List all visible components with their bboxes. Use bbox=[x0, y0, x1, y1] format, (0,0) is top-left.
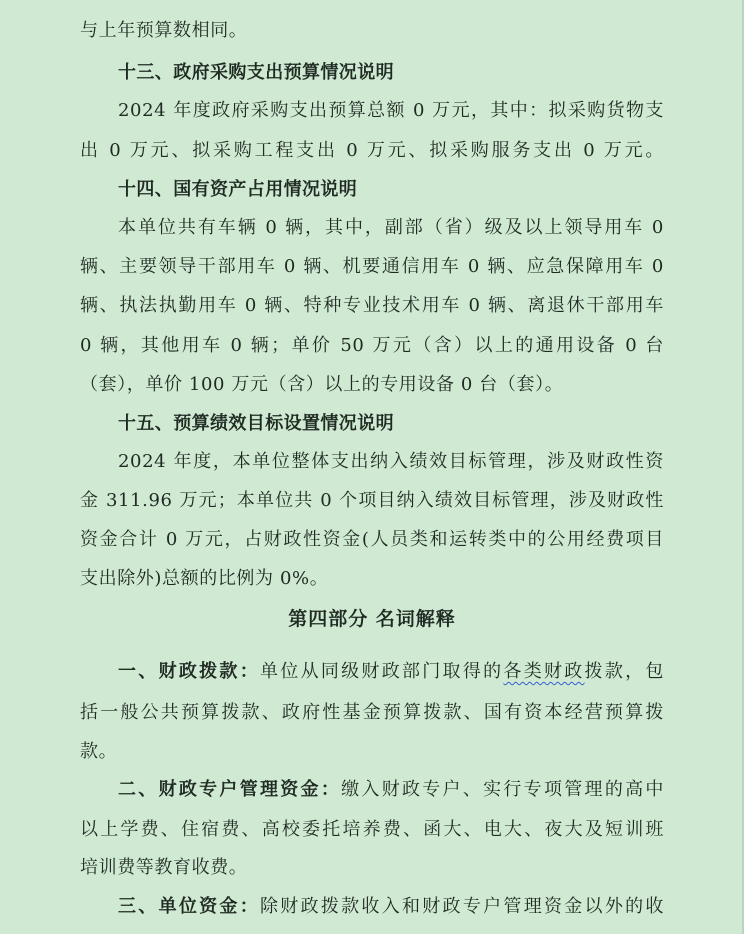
text-line: 辆、执法执勤用车 0 辆、特种专业技术用车 0 辆、离退休干部用车 bbox=[80, 295, 664, 316]
text-line: 以上学费、住宿费、高校委托培养费、函大、电大、夜大及短训班 bbox=[80, 819, 664, 840]
heading-15: 十五、预算绩效目标设置情况说明 bbox=[118, 413, 394, 434]
heading-14: 十四、国有资产占用情况说明 bbox=[118, 179, 358, 200]
text-line: 括一般公共预算拨款、政府性基金预算拨款、国有资本经营预算拨 bbox=[80, 702, 664, 723]
term-paragraph-1 bbox=[118, 661, 664, 683]
text-line: 辆、主要领导干部用车 0 辆、机要通信用车 0 辆、应急保障用车 0 bbox=[80, 256, 664, 277]
text-line: 出 0 万元、拟采购工程支出 0 万元、拟采购服务支出 0 万元。 bbox=[80, 140, 664, 161]
text-line: 2024 年度政府采购支出预算总额 0 万元，其中：拟采购货物支 bbox=[118, 100, 664, 121]
text-line: 款。 bbox=[80, 741, 118, 762]
term-text: 单位从同级财政部门取得的 bbox=[260, 661, 504, 682]
text-line: （套），单价 100 万元（含）以上的专用设备 0 台（套）。 bbox=[80, 374, 564, 395]
section-title: 第四部分 名词解释 bbox=[288, 608, 456, 630]
text-line: 支出除外)总额的比例为 0%。 bbox=[80, 568, 329, 589]
spellcheck-underlined-text: 各类财政 bbox=[503, 661, 585, 682]
term-label: 三、单位资金： bbox=[118, 896, 260, 917]
text-line: 金 311.96 万元；本单位共 0 个项目纳入绩效目标管理，涉及财政性 bbox=[80, 490, 664, 511]
term-text: 缴入财政专户、实行专项管理的高中 bbox=[341, 779, 664, 800]
term-label: 二、财政专户管理资金： bbox=[118, 779, 342, 800]
term-text: 除财政拨款收入和财政专户管理资金以外的收 bbox=[260, 896, 665, 917]
text-line: 2024 年度，本单位整体支出纳入绩效目标管理，涉及财政性资 bbox=[118, 451, 664, 472]
text-line: 培训费等教育收费。 bbox=[80, 857, 248, 878]
term-paragraph-2 bbox=[118, 779, 664, 801]
text-line: 与上年预算数相同。 bbox=[80, 20, 248, 41]
heading-13: 十三、政府采购支出预算情况说明 bbox=[118, 62, 394, 83]
text-line: 本单位共有车辆 0 辆，其中，副部（省）级及以上领导用车 0 bbox=[118, 217, 664, 238]
term-paragraph-3 bbox=[118, 896, 664, 918]
term-text: 拨款，包 bbox=[584, 661, 664, 682]
text-line: 资金合计 0 万元，占财政性资金(人员类和运转类中的公用经费项目 bbox=[80, 529, 664, 550]
term-label: 一、财政拨款： bbox=[118, 661, 260, 682]
text-line: 0 辆，其他用车 0 辆；单价 50 万元（含）以上的通用设备 0 台 bbox=[80, 335, 664, 356]
